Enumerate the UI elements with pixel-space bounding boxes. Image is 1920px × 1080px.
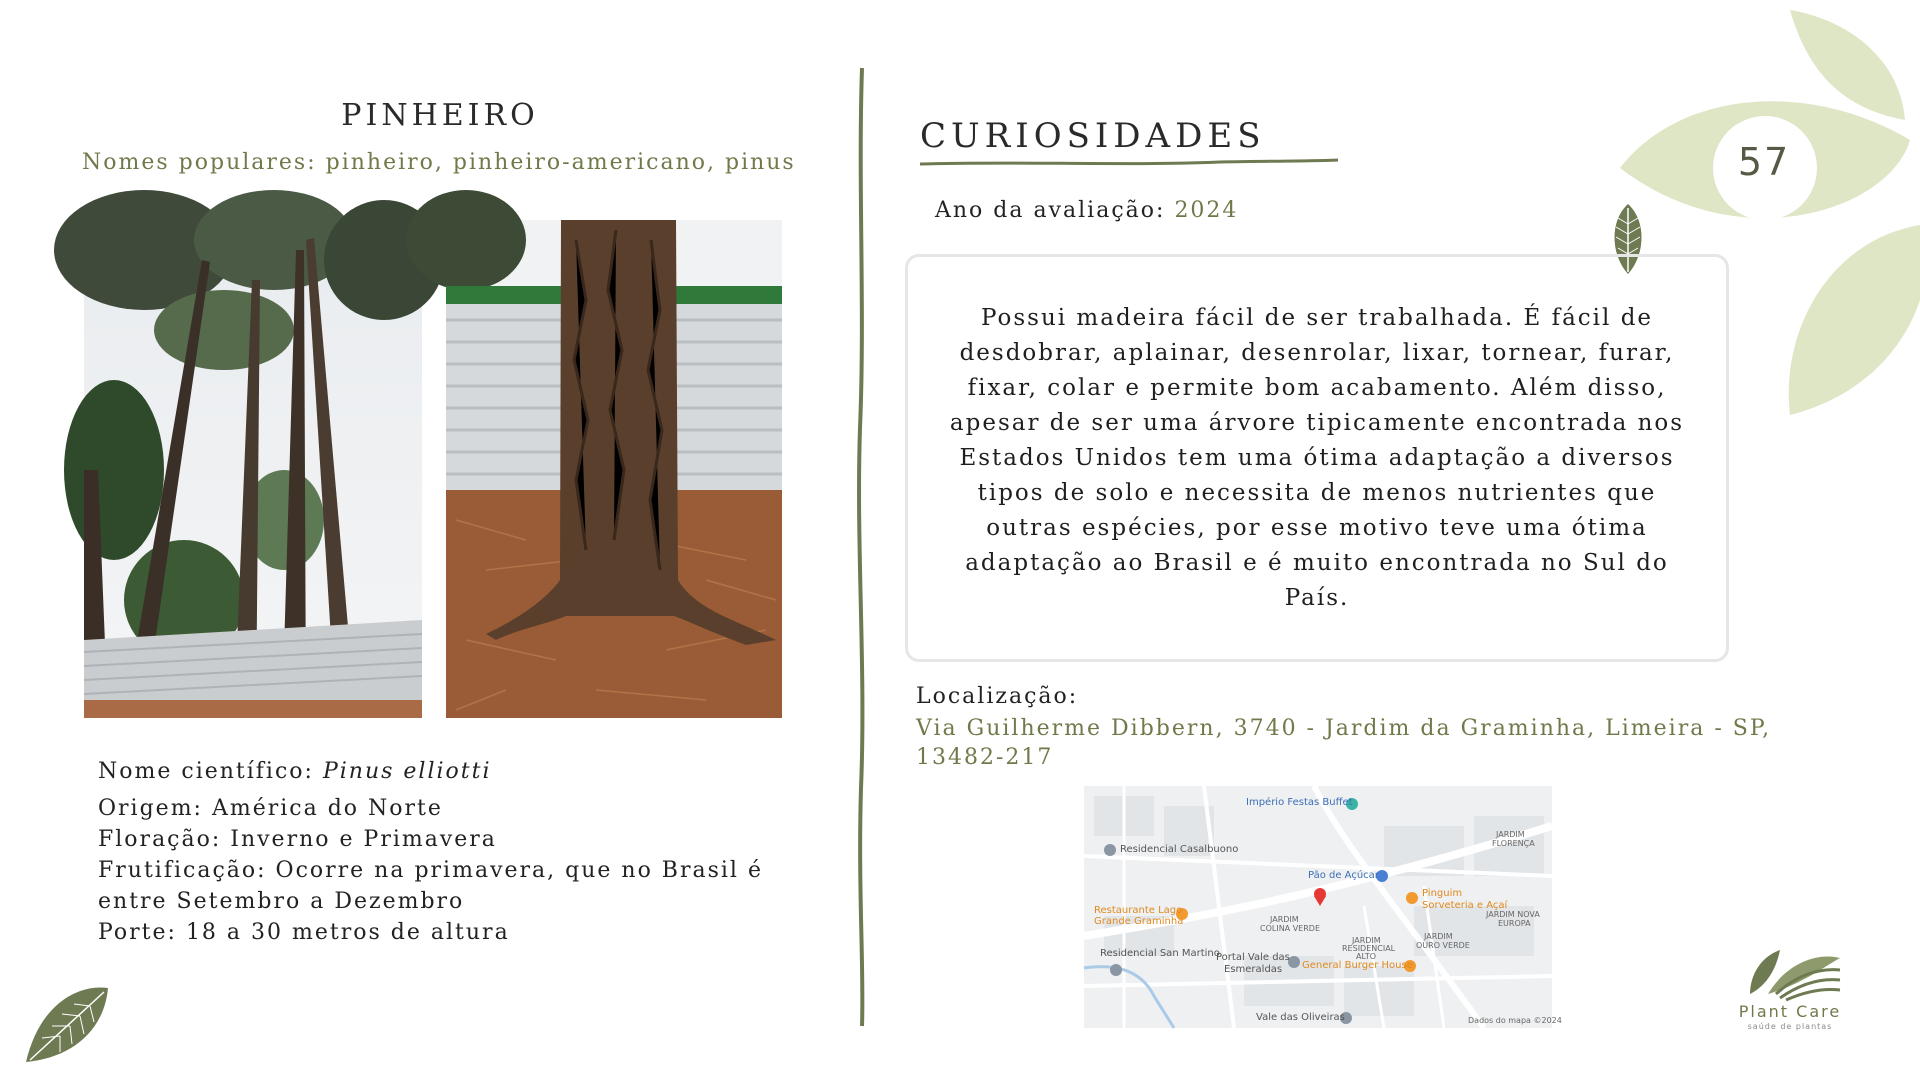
photo-pine-trees xyxy=(84,220,422,718)
map-label-pao: Pão de Açúcar xyxy=(1308,870,1379,881)
poi-icon-casalbuono xyxy=(1104,844,1116,856)
curiosidades-title: CURIOSIDADES xyxy=(920,116,1266,156)
popular-names: Nomes populares: pinheiro, pinheiro-americano, pinus xyxy=(82,150,796,175)
title-underline xyxy=(920,158,1340,168)
map-label-oliveiras: Vale das Oliveiras xyxy=(1256,1012,1345,1023)
size: Porte: 18 a 30 metros de altura xyxy=(98,920,510,945)
year-label: Ano da avaliação: xyxy=(935,198,1175,223)
map-label-colina: JARDIM xyxy=(1270,915,1299,924)
map-label-res-alto-3: ALTO xyxy=(1356,952,1377,961)
year-value: 2024 xyxy=(1174,198,1239,223)
leaf-shape-bottom xyxy=(1789,225,1920,415)
poi-icon-pinguim xyxy=(1406,892,1418,904)
curiosidades-box xyxy=(905,254,1729,662)
plant-details xyxy=(98,756,798,948)
leaf-shape-top xyxy=(1790,10,1905,120)
location-map[interactable] xyxy=(1084,786,1562,1028)
map-label-pinguim-2: Sorveteria e Açaí xyxy=(1422,900,1508,911)
map-label-san-martino: Residencial San Martino xyxy=(1100,948,1220,959)
vertical-divider xyxy=(852,68,872,1026)
map-label-nova-europa: JARDIM NOVA xyxy=(1486,910,1540,919)
evaluation-year xyxy=(935,198,1238,223)
origin: Origem: América do Norte xyxy=(98,796,443,821)
scientific-name-label: Nome científico: xyxy=(98,759,323,784)
fruiting: Frutificação: Ocorre na primavera, que no Brasil é entre Setembro a Dezembro xyxy=(98,858,763,914)
page-number: 57 xyxy=(1737,140,1791,184)
flowering: Floração: Inverno e Primavera xyxy=(98,827,497,852)
map-label-res-alto-2: RESIDENCIAL xyxy=(1342,944,1396,953)
map-label-casalbuono: Residencial Casalbuono xyxy=(1120,844,1239,855)
map-label-nova-europa-2: EUROPA xyxy=(1498,919,1531,928)
scientific-name xyxy=(98,756,798,787)
photo-pine-trunk xyxy=(446,220,782,718)
location-label: Localização: xyxy=(916,684,1079,709)
map-label-ouro: JARDIM xyxy=(1424,932,1453,941)
location-address: Via Guilherme Dibbern, 3740 - Jardim da Graminha, Limeira - SP, 13482-217 xyxy=(916,716,1772,770)
map-label-pinguim: Pinguim xyxy=(1422,888,1463,899)
map-label-ouro-2: OURO VERDE xyxy=(1416,941,1470,950)
leaf-icon-bottom-left xyxy=(20,982,112,1068)
map-label-colina-2: COLINA VERDE xyxy=(1260,924,1320,933)
map-label-imperio: Império Festas Buffet xyxy=(1246,797,1353,808)
map-label-burger: General Burger House xyxy=(1302,960,1413,971)
plant-title: PINHEIRO xyxy=(341,98,539,133)
scientific-name-value: Pinus elliotti xyxy=(322,759,492,784)
plant-care-logo-icon xyxy=(1746,944,1842,1000)
brand-tagline: saúde de plantas xyxy=(1747,1022,1833,1031)
map-label-florenca: JARDIM xyxy=(1496,830,1525,839)
map-label-portal: Portal Vale das xyxy=(1216,952,1290,963)
map-label-lago: Restaurante Lago xyxy=(1094,905,1183,916)
poi-icon-san-martino xyxy=(1110,964,1122,976)
map-label-res-alto: JARDIM xyxy=(1352,936,1381,945)
map-credit: Dados do mapa ©2024 xyxy=(1468,1016,1562,1025)
brand-name: Plant Care xyxy=(1738,1002,1842,1021)
map-label-lago-2: Grande Graminha xyxy=(1094,916,1184,927)
map-label-florenca-2: FLORENÇA xyxy=(1492,839,1535,848)
map-label-portal-2: Esmeraldas xyxy=(1224,964,1283,975)
curiosidades-text: Possui madeira fácil de ser trabalhada. É fácil de desdobrar, aplainar, desenrolar, lixar, tornear, furar, fixar, colar e permite bom acabamento. Além disso, apesar de ser uma árvore tipicamente encontrada nos Estados Unidos tem uma ótima adaptação a diversos tipos de solo e necessita de menos nutrientes que outras espécies, por esse motivo teve uma ótima adaptação ao Brasil e é muito encontrada no Sul do País. xyxy=(949,304,1685,611)
